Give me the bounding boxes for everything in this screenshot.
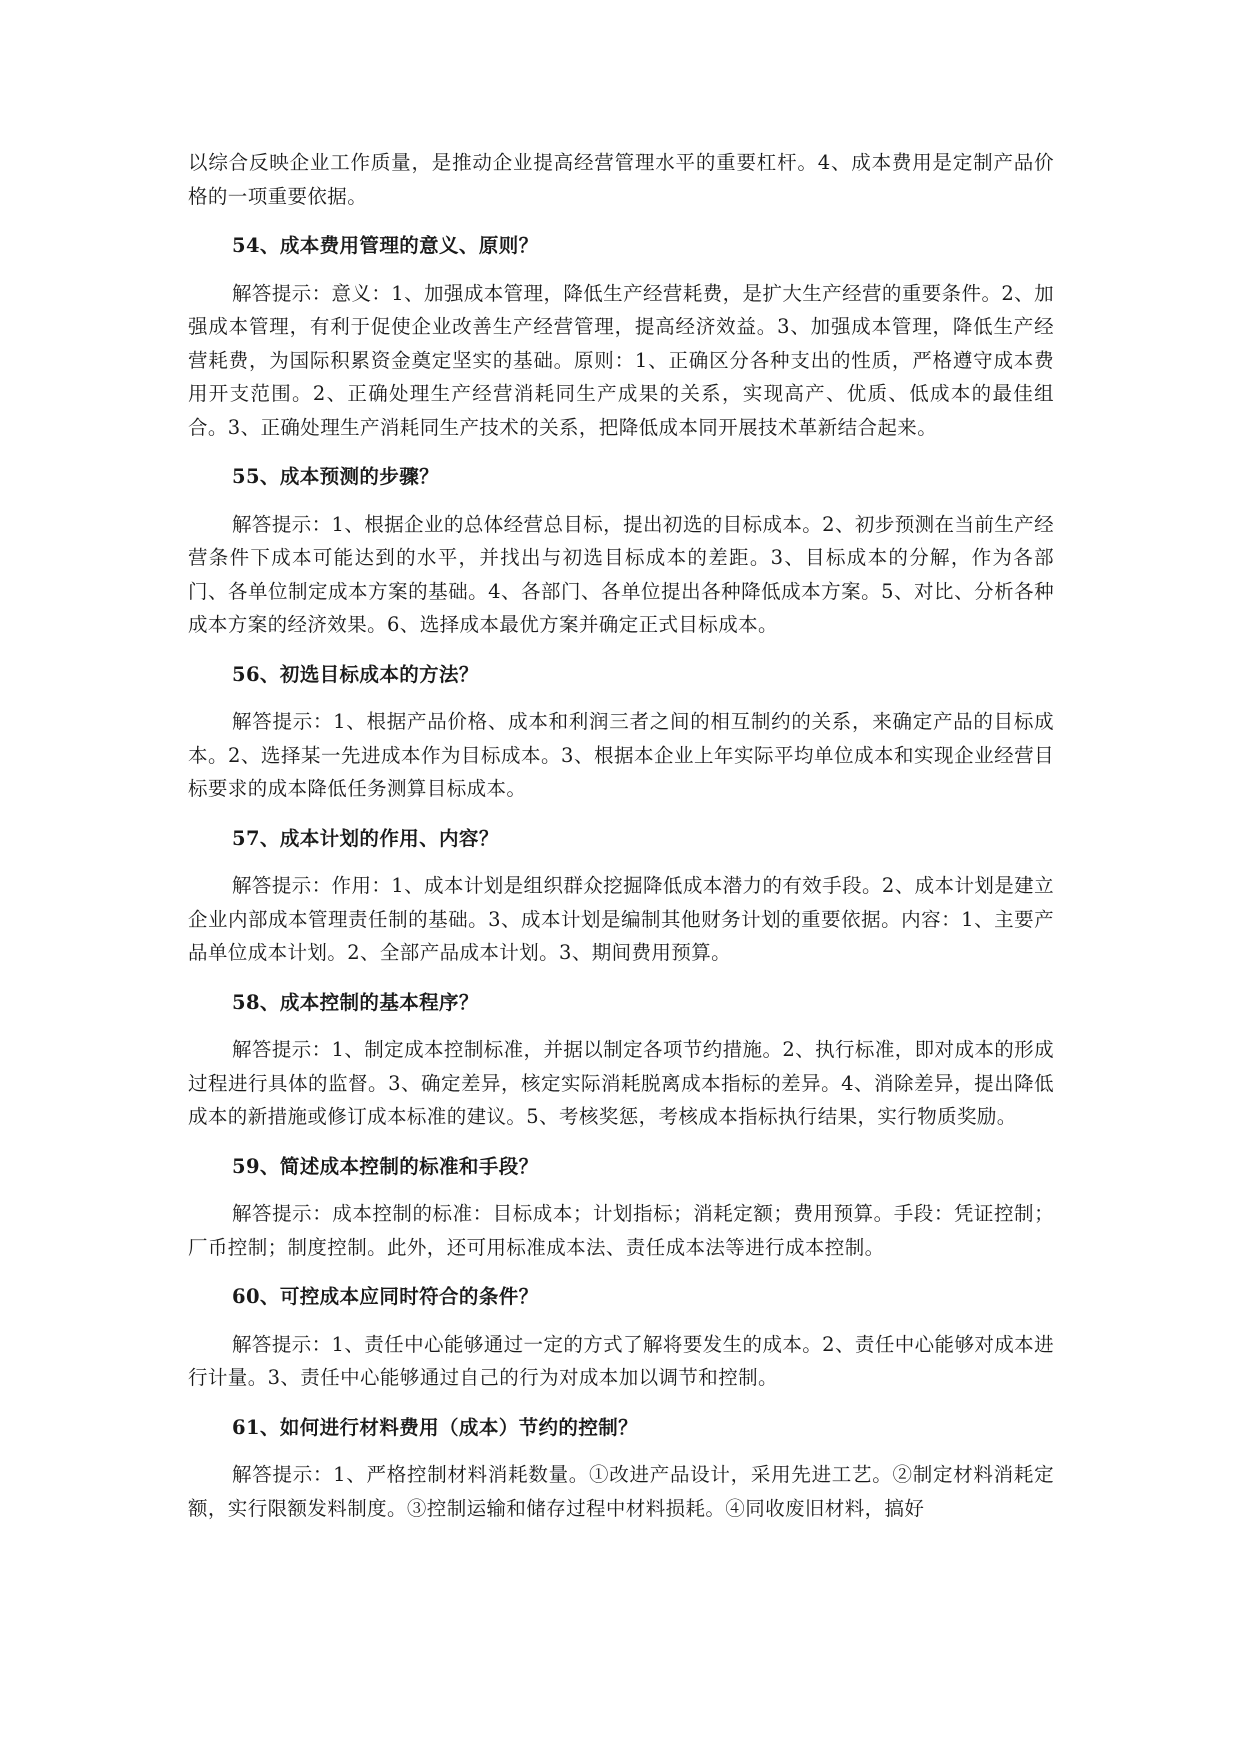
intro-paragraph: 以综合反映企业工作质量，是推动企业提高经营管理水平的重要杠杆。4、成本费用是定制产品价格的一项重要依据。 [188, 151, 1054, 208]
section-answer-61: 解答提示：1、严格控制材料消耗数量。①改进产品设计，采用先进工艺。②制定材料消耗定额，实行限额发料制度。③控制运输和储存过程中材料损耗。④同收废旧材料，搞好 [188, 1463, 1054, 1520]
document-page [188, 146, 1054, 1525]
section-answer-54: 解答提示：意义：1、加强成本管理，降低生产经营耗费，是扩大生产经营的重要条件。2、加强成本管理，有利于促使企业改善生产经营管理，提高经济效益。3、加强成本管理，降低生产经营耗费，为国际积累资金奠定坚实的基础。原则：1、正确区分各种支出的性质，严格遵守成本费用开支范围。2、正确处理生产经营消耗同生产成果的关系，实现高产、优质、低成本的最佳组合。3、正确处理生产消耗同生产技术的关系，把降低成本同开展技术革新结合起来。 [188, 281, 1054, 439]
section-heading-61: 61、如何进行材料费用（成本）节约的控制？ [232, 1415, 639, 1439]
section-answer-58: 解答提示：1、制定成本控制标准，并据以制定各项节约措施。2、执行标准，即对成本的形成过程进行具体的监督。3、确定差异，核定实际消耗脱离成本指标的差异。4、消除差异，提出降低成本的新措施或修订成本标准的建议。5、考核奖惩，考核成本指标执行结果，实行物质奖励。 [188, 1038, 1054, 1128]
section-heading-55: 55、成本预测的步骤？ [232, 465, 440, 488]
section-heading-56: 56、初选目标成本的方法？ [232, 662, 479, 686]
section-heading-57: 57、成本计划的作用、内容？ [232, 826, 499, 850]
section-heading-59: 59、简述成本控制的标准和手段？ [232, 1154, 539, 1178]
section-heading-58: 58、成本控制的基本程序？ [232, 990, 479, 1014]
section-answer-59: 解答提示：成本控制的标准：目标成本；计划指标；消耗定额；费用预算。手段：凭证控制；厂币控制；制度控制。此外，还可用标准成本法、责任成本法等进行成本控制。 [188, 1202, 1054, 1259]
section-answer-55: 解答提示：1、根据企业的总体经营总目标，提出初选的目标成本。2、初步预测在当前生产经营条件下成本可能达到的水平，并找出与初选目标成本的差距。3、目标成本的分解，作为各部门、各单位制定成本方案的基础。4、各部门、各单位提出各种降低成本方案。5、对比、分析各种成本方案的经济效果。6、选择成本最优方案并确定正式目标成本。 [188, 512, 1054, 636]
section-heading-60: 60、可控成本应同时符合的条件？ [232, 1285, 539, 1308]
section-answer-57: 解答提示：作用：1、成本计划是组织群众挖掘降低成本潜力的有效手段。2、成本计划是建立企业内部成本管理责任制的基础。3、成本计划是编制其他财务计划的重要依据。内容：1、主要产品单位成本计划。2、全部产品成本计划。3、期间费用预算。 [188, 874, 1054, 964]
section-answer-56: 解答提示：1、根据产品价格、成本和利润三者之间的相互制约的关系，来确定产品的目标成本。2、选择某一先进成本作为目标成本。3、根据本企业上年实际平均单位成本和实现企业经营目标要求的成本降低任务测算目标成本。 [188, 710, 1054, 800]
section-heading-54: 54、成本费用管理的意义、原则？ [232, 234, 539, 257]
section-answer-60: 解答提示：1、责任中心能够通过一定的方式了解将要发生的成本。2、责任中心能够对成本进行计量。3、责任中心能够通过自己的行为对成本加以调节和控制。 [188, 1332, 1054, 1389]
